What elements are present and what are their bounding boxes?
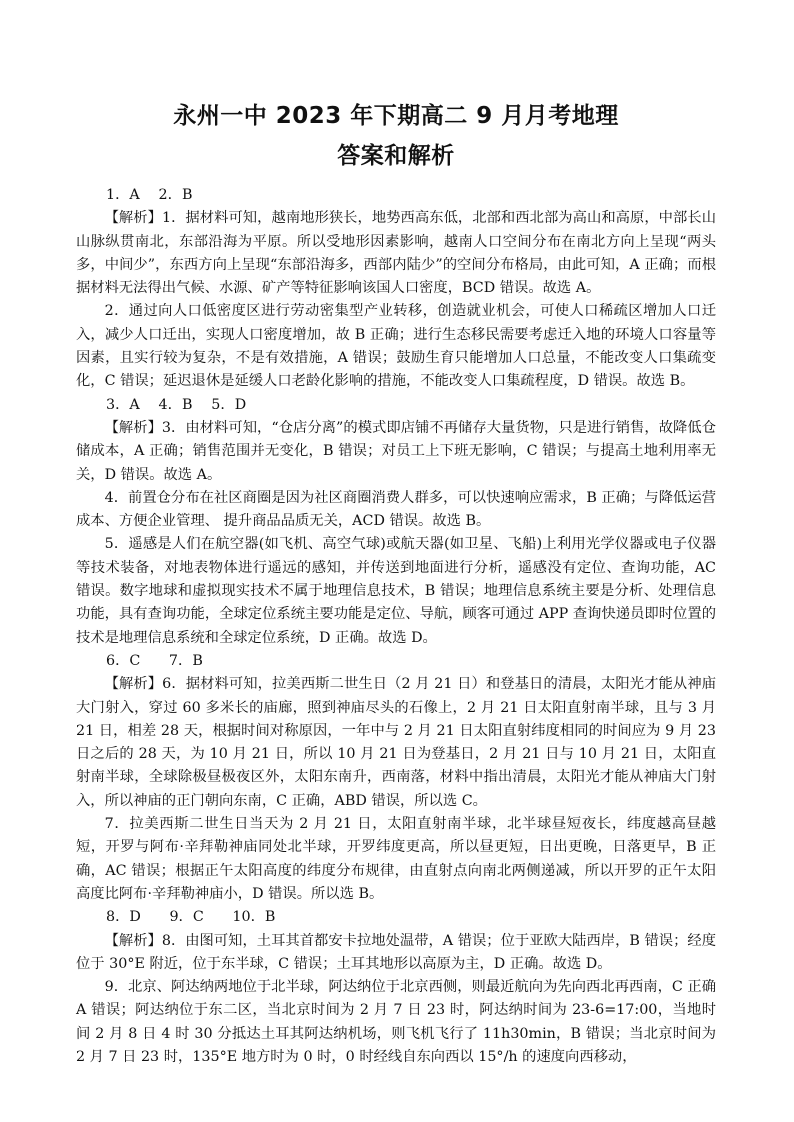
answer-key-8-10: 8．D 9．C 10．B (106, 909, 276, 926)
explanation-3: 【解析】3．由材料可知，“仓店分离”的模式即店铺不再储存大量货物，只是进行销售，故降低仓储成本，A 正确；销售范围并无变化，B 错误；对员工上下班无影响，C 错误；与提高土地利用率无关，D 错误。故选 A。 (76, 419, 716, 483)
answer-key-1-2: 1．A 2．B (106, 187, 193, 203)
document-title: 永州一中 2023 年下期高二 9 月月考地理 (173, 103, 619, 129)
explanation-8: 【解析】8．由图可知，土耳其首都安卡拉地处温带，A 错误；位于亚欧大陆西岸，B 错误；经度位于 30°E 附近，位于东半球，C 错误；土耳其地形以高原为主，D 正确。故选 D。 (76, 932, 716, 972)
explanation-1: 【解析】1．据材料可知，越南地形狭长，地势西高东低，北部和西北部为高山和高原，中部长山山脉纵贯南北，东部沿海为平原。所以受地形因素影响，越南人口空间分布在南北方向上呈现“两头多，中间少”，东西方向上呈现“东部沿海多，西部内陆少”的空间分布格局，由此可知，A 正确；而根据材料无法得出气候、水源、矿产等特征影响该国人口密度，BCD 错误。故选 A。 (76, 210, 716, 297)
explanation-6: 【解析】6．据材料可知，拉美西斯二世生日（2 月 21 日）和登基日的清晨，太阳光才能从神庙大门射入，穿过 60 多米长的庙廊，照到神庙尽头的石像上，2 月 21 日太阳直射南半球，且与 3 月 21 日，相差 28 天，根据时间对称原因，一年中与 2 月 21 日太阳直射纬度相同的时间应为 9 月 23 日之后的 28 天，为 10 月 21 日，所以 10 月 21 日为登基日，2 月 21 日与 10 月 21 日，太阳直射南半球，全球除极昼极夜区外，太阳东南升，西南落，材料中指出清晨，太阳光才能从神庙大门射入，所以神庙的正门朝向东南，C 正确，ABD 错误，所以选 C。 (76, 676, 716, 809)
explanation-9: 9．北京、阿达纳两地位于北半球，阿达纳位于北京西侧，则最近航向为先向西北再西南，C 正确 A 错误；阿达纳位于东二区，当北京时间为 2 月 7 日 23 时，阿达纳时间为 23-6=17:00，当地时间 2 月 8 日 4 时 30 分抵达土耳其阿达纳机场，则飞机飞行了 11h30min，B 错误；当北京时间为 2 月 7 日 23 时，135°E 地方时为 0 时，0 时经线自东向西以 15°/h 的速度向西移动， (76, 979, 716, 1065)
explanation-4: 4．前置仓分布在社区商圈是因为社区商圈消费人群多，可以快速响应需求，B 正确；与降低运营成本、方便企业管理、 提升商品品质无关，ACD 错误。故选 B。 (76, 489, 716, 530)
explanation-7: 7．拉美西斯二世生日当天为 2 月 21 日，太阳直射南半球，北半球昼短夜长，纬度越高昼越短，开罗与阿布·辛拜勒神庙同处北半球，开罗纬度更高，所以昼更短，日出更晚，日落更早，B 正确，AC 错误；根据正午太阳高度的纬度分布规律，由直射点向南北两侧递减，所以开罗的正午太阳高度比阿布·辛拜勒神庙小，D 错误。所以选 B。 (76, 816, 716, 902)
answer-key-6-7: 6．C 7．B (106, 652, 203, 669)
explanation-2: 2．通过向人口低密度区进行劳动密集型产业转移，创造就业机会，可使人口稀疏区增加人口迁入，减少人口迁出，实现人口密度增加，故 B 正确；进行生态移民需要考虑迁入地的环境人口容量等因素，且实行较为复杂，不是有效措施，A 错误；鼓励生育只能增加人口总量，不能改变人口集疏变化，C 错误；延迟退休是延缓人口老龄化影响的措施，不能改变人口集疏程度，D 错误。故选 B。 (76, 303, 716, 390)
answer-key-3-5: 3．A 4．B 5．D (106, 396, 247, 413)
document-subtitle: 答案和解析 (337, 143, 455, 169)
explanation-5: 5．遥感是人们在航空器(如飞机、高空气球)或航天器(如卫星、飞船)上利用光学仪器或电子仪器等技术装备，对地表物体进行遥远的感知，并传送到地面进行分析，遥感没有定位、查询功能，AC 错误。数字地球和虚拟现实技术不属于地理信息技术，B 错误；地理信息系统主要是分析、处理信息功能，具有查询功能，全球定位系统主要功能是定位、导航，顾客可通过 APP 查询快递员即时位置的技术是地理信息系统和全球定位系统，D 正确。故选 D。 (76, 536, 716, 646)
